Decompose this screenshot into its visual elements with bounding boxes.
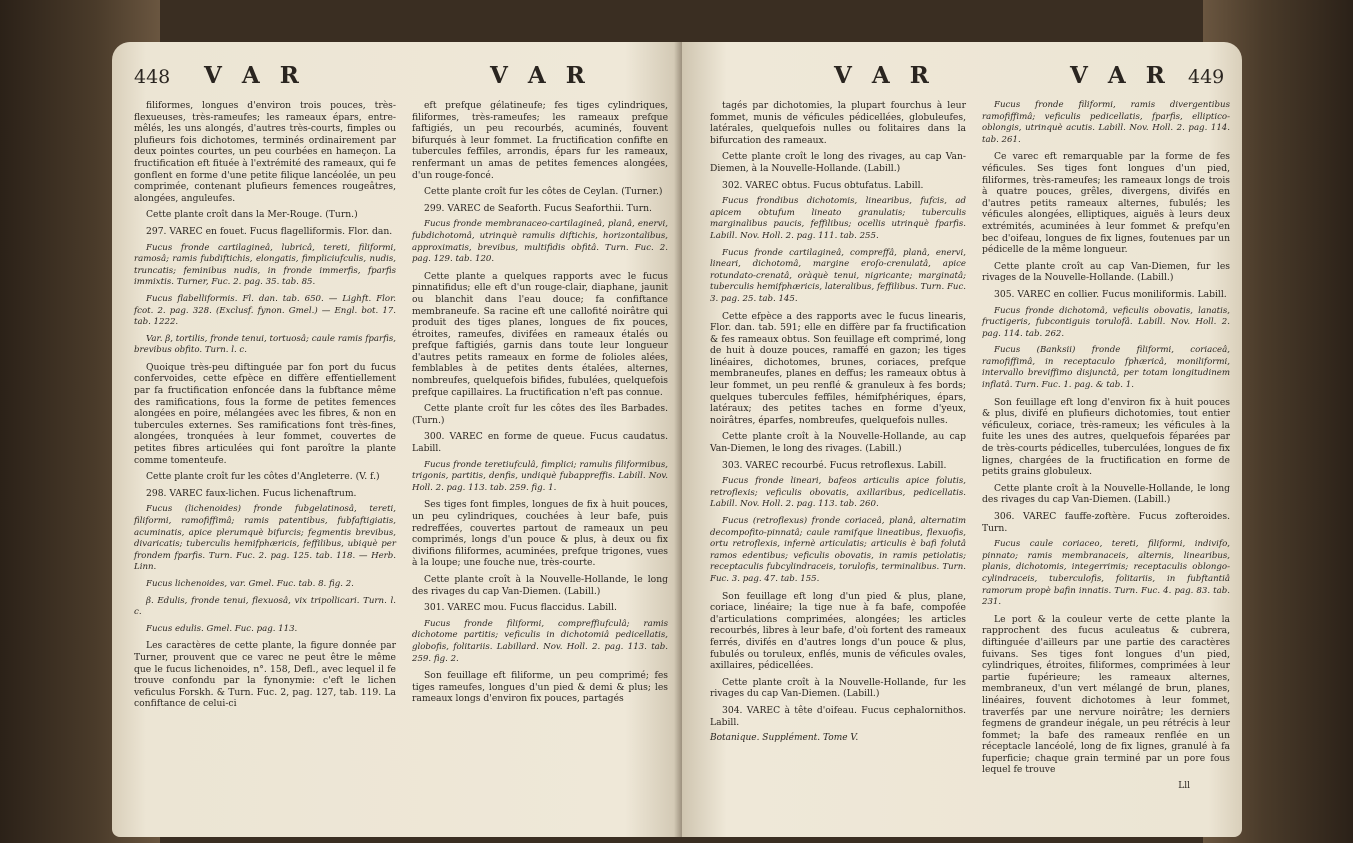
signature-mark: Lll [1178, 781, 1190, 792]
footer-signature: Botanique. Supplément. Tome V. [710, 733, 859, 744]
species-heading: 299. VAREC de Seaforth. Fucus Seaforthii. Turn. [424, 202, 652, 214]
synonym: Fucus lichenoides, var. Gmel. Fuc. tab. 8. fig. 2. [146, 578, 354, 589]
variety: β. Edulis, fronde tenui, flexuosâ, vix tripollicari. Turn. l. c. [134, 595, 396, 618]
paragraph: Cette plante croît fur les côtes de Ceylan. (Turner.) [424, 186, 663, 198]
latin-description: Fucus caule coriaceo, tereti, filiformi, indivifo, pinnato; ramis membranaceis, alternis, linearibus, planis, dichotomis, integerrimis; receptaculis oblongo-cylindraceis, tuberculofis, folitariis, in fubftantiâ ramorum propè bafin innatis. Turn. Fuc. 4. pag. 83. tab. 231. [982, 539, 1230, 608]
latin-description: Fucus fronde cartilagineâ, lubricâ, tereti, filiformi, ramosâ; ramis fubdiftichis, elongatis, fimpliciufculis, nudis, truncatis; feminibus nudis, in fronde immerfis, fparfis immixtis. Turner, Fuc. 2. pag. 35. tab. 85. [134, 242, 396, 288]
species-heading: 306. VAREC fauffe-zoftère. Fucus zofteroides. Turn. [982, 511, 1230, 534]
species-heading: 300. VAREC en forme de queue. Fucus caudatus. Labill. [412, 431, 668, 455]
paragraph: Ses tiges font fimples, longues de fix à huit pouces, un peu cylindriques, couchées à leur bafe, puis redreffées, couvertes partout de rameaux un peu comprimés, longs d'un pouce & plus, à deux ou fix divifions filiformes, acuminées, prefque trigones, vues à la loupe; une fouche nue, très-courte. [412, 499, 668, 569]
variety: Var. β, tortilis, fronde tenui, tortuosâ; caule ramis fparfis, brevibus obfito. Turn. l. c. [134, 333, 396, 356]
species-heading: 303. VAREC recourbé. Fucus retroflexus. Labill. [722, 459, 947, 471]
left-column-2 [412, 100, 668, 710]
paragraph: Cette plante croît fur les côtes d'Angleterre. (V. f.) [146, 471, 380, 483]
paragraph: Cette efpèce a des rapports avec le fucus linearis, Flor. dan. tab. 591; elle en diffère par fa fructification & fes rameaux obtus. Son feuillage eft comprimé, long de huit à douze pouces, ramaffé en gazon; les tiges linéaires, dichotomes, brunes, coriaces, prefque membraneufes, planes en deffus; les rameaux obtus à leur fommet, un peu renflé & granuleux à fes bords; quelques tubercules feffiles, hémifphériques, épars, latéraux; des petites taches en forme d'yeux, noirâtres, éparfes, nombreufes, quelquefois nulles. [710, 310, 966, 426]
latin-description: Fucus frondibus dichotomis, linearibus, fufcis, ad apicem obtufum lineato granulatis; tuberculis marginalibus paucis, feffilibus; ocellis utrinquè fparfis. Labill. Nov. Holl. 2. pag. 111. tab. 255. [710, 196, 966, 241]
running-header-2: V A R [490, 62, 591, 89]
latin-description: Fucus fronde filiformi, ramis divergentibus ramofiffimâ; veficulis pedicellatis, fparfis, elliptico-oblongis, utrinquè acutis. Labill. Nov. Holl. 2. pag. 114. tab. 261. [982, 100, 1230, 145]
species-heading: 302. VAREC obtus. Fucus obtufatus. Labill. [722, 179, 924, 191]
running-header: V A R [834, 62, 935, 89]
paragraph: Quoique très-peu diftinguée par fon port du fucus confervoides, cette efpèce en diffère effentiellement par fa fructification enfoncée dans la fubftance même des ramifications, fous la forme de petites femences alongées en poire, mélangées avec les fibres, & non en tubercules externes. Ses ramifications font très-fines, alongées, tronquées à leur fommet, couvertes de petites fibres articulées qui font paroître la plante comme tomenteufe. [134, 361, 396, 466]
page-number: 449 [1188, 66, 1225, 88]
running-header: V A R [204, 62, 305, 89]
paragraph: Cette plante croît le long des rivages, au cap Van-Diemen, à la Nouvelle-Hollande. (Labill.) [710, 151, 966, 174]
paragraph: Cette plante croît à la Nouvelle-Hollande, fur les rivages du cap Van-Diemen. (Labill.) [710, 676, 966, 700]
latin-description: Fucus fronde teretiufculâ, fimplici; ramulis filiformibus, trigonis, partitis, denfis, undiquè fubappreffis. Labill. Nov. Holl. 2. pag. 113. tab. 259. fig. 1. [412, 459, 668, 493]
right-page [682, 42, 1242, 837]
paragraph: Cette plante croît à la Nouvelle-Hollande, le long des rivages du cap Van-Diemen. (Labill.) [412, 573, 668, 597]
paragraph: Cette plante croît fur les côtes des îles Barbades. (Turn.) [412, 403, 668, 426]
paragraph: Cette plante croît à la Nouvelle-Hollande, au cap Van-Diemen, le long des rivages. (Labill.) [710, 431, 966, 455]
latin-description: Fucus fronde filiformi, compreffiufculâ; ramis dichotome partitis; veficulis in dichotomiâ pedicellatis, globofis, folitariis. Labillard. Nov. Holl. 2. pag. 113. tab. 259. fig. 2. [412, 618, 668, 664]
right-column-2 [982, 100, 1230, 793]
latin-description: Fucus (retroflexus) fronde coriaceâ, planâ, alternatim decompofito-pinnatâ; caule ramifque lineatibus, flexuofis, ortu retroflexis, infernè articulatis; articulis è bafi folutâ ramos edentibus; veficulis obovatis, in ramis petiolatis; receptaculis fubcylindraceis, torulofis, terminalibus. Turn. Fuc. 3. pag. 47. tab. 155. [710, 516, 966, 584]
latin-description: Fucus (Banksii) fronde filiformi, coriaceâ, ramofiffimâ, in receptaculo fphæricâ, moniliformi, intervallo breviffimo disjunctâ, per totam longitudinem inflatâ. Turn. Fuc. 1. pag. & tab. 1. [982, 345, 1230, 391]
latin-description: Fucus (lichenoides) fronde fubgelatinosâ, tereti, filiformi, ramofiffimâ; ramis patentibus, fubfaftigiatis, acuminatis, apice plerumquè bifurcis; fegmentis brevibus, divaricatis; tuberculis hemifphæricis, feffilibus, ubiquè per frondem fparfis. Turn. Fuc. 2. pag. 125. tab. 118. — Herb. Linn. [134, 504, 396, 573]
paragraph: Cette plante croît au cap Van-Diemen, fur les rivages de la Nouvelle-Hollande. (Labill.) [982, 260, 1230, 284]
synonym: Fucus flabelliformis. Fl. dan. tab. 650. — Lighft. Flor. fcot. 2. pag. 328. (Exclusf. fynon. Gmel.) — Engl. bot. 17. tab. 1222. [134, 293, 396, 328]
species-heading: 301. VAREC mou. Fucus flaccidus. Labill. [424, 602, 617, 614]
species-heading: 297. VAREC en fouet. Fucus flagelliformis. Flor. dan. [146, 225, 393, 237]
species-heading: 304. VAREC à tête d'oifeau. Fucus cephalornithos. Labill. [710, 704, 966, 728]
latin-description: Fucus fronde lineari, bafeos articulis apice folutis, retroflexis; veficulis obovatis, axillaribus, pedicellatis. Labill. Nov. Holl. 2. pag. 113. tab. 260. [710, 476, 966, 510]
paragraph: Son feuillage eft long d'environ fix à huit pouces & plus, divifé en plufieurs dichotomies, tout entier véficuleux, coriace, très-rameux; les véficules à la fuite les unes des autres, quelquefois féparées par de très-courts pédicelles, tuberculées, longues de fix lignes, chargées de la fructification en forme de petits grains globuleux. [982, 396, 1230, 478]
paragraph: Les caractères de cette plante, la figure donnée par Turner, prouvent que ce varec ne peut être le même que le fucus lichenoides, n°. 158, Defl., avec lequel il fe trouve confondu par la fynonymie: c'eft le lichen veficulus Forskh. & Turn. Fuc. 2, pag. 127, tab. 119. La confiftance de celui-ci [134, 640, 396, 710]
paragraph: Cette plante croît dans la Mer-Rouge. (Turn.) [146, 209, 358, 221]
synonym: Fucus edulis. Gmel. Fuc. pag. 113. [146, 623, 298, 634]
paragraph: eft prefque gélatineufe; fes tiges cylindriques, filiformes, très-rameufes; les rameaux prefque faftigiés, un peu recourbés, acuminés, fouvent bifurqués à leur fommet. La fructification confifte en tubercules feffiles, arrondis, épars fur les rameaux, renfermant un amas de petites femences alongées, d'un rouge-foncé. [412, 100, 668, 181]
species-heading: 298. VAREC faux-lichen. Fucus lichenaftrum. [146, 487, 357, 499]
left-page [112, 42, 682, 837]
paragraph: filiformes, longues d'environ trois pouces, très-flexueuses, très-rameufes; les rameaux épars, entre-mêlés, les uns alongés, d'autres très-courts, fimples ou plufieurs fois dichotomes, terminés ordinairement par deux pointes courtes, un peu courbées en hameçon. La fructification eft fituée à l'extrémité des rameaux, qui fe gonflent en forme d'une petite filique lancéolée, un peu comprimée, contenant plufieurs femences rougeâtres, alongées, anguleufes. [134, 100, 396, 204]
paragraph: Le port & la couleur verte de cette plante la rapprochent des fucus aculeatus & cubrera, diftinguée d'ailleurs par une partie des caractères fuivans. Ses tiges font longues d'un pied, cylindriques, étroites, filiformes, comprimées à leur partie fupérieure; les rameaux alternes, membraneux, d'un vert mélangé de brun, planes, linéaires, fouvent dichotomes à leur fommet, traverfés par une nervure noirâtre; les derniers fegmens de grandeur inégale, un peu rétrécis à leur fommet; la bafe des rameaux renflée en un réceptacle lancéolé, long de fix lignes, granulé à fa fuperficie; chaque grain terminé par un pore fous lequel fe trouve [982, 613, 1230, 776]
paragraph: Son feuillage eft long d'un pied & plus, plane, coriace, linéaire; la tige nue à fa bafe, compofée d'articulations comprimées, alongées; les articles recourbés, libres à leur bafe, d'où fortent des rameaux ferrés, divifés en d'autres longs d'un pouce & plus, fubulés ou toruleux, enflés, munis de véficules ovales, axillaires, pédicellées. [710, 590, 966, 672]
latin-description: Fucus fronde cartilagineâ, compreffâ, planâ, enervi, lineari, dichotomâ, margine eroſo-crenulatâ, apice rotundato-crenatâ, oràquè tenui, nigricante; marginatâ; tuberculis hemifphæricis, lateralibus, feffilibus. Turn. Fuc. 3. pag. 25. tab. 145. [710, 247, 966, 304]
latin-description: Fucus fronde membranaceo-cartilagineâ, planâ, enervi, fubdichotomâ, utrinquè ramulis diftichis, horizontalibus, approximatis, brevibus, multifidis obfitâ. Turn. Fuc. 2. pag. 129. tab. 120. [412, 219, 668, 265]
right-column-1 [710, 100, 966, 745]
paragraph: tagés par dichotomies, la plupart fourchus à leur fommet, munis de véficules pédicellées, globuleufes, latérales, quelquefois nulles ou folitaires dans la bifurcation des rameaux. [710, 100, 966, 146]
left-column-1 [134, 100, 396, 715]
paragraph: Cette plante a quelques rapports avec le fucus pinnatifidus; elle eft d'un rouge-clair, diaphane, jaunit ou blanchit dans l'eau douce; fa confiftance membraneufe. Sa racine eft une callofité noirâtre qui produit des tiges planes, longues de fix pouces, étroites, rameufes, divifées en rameaux étalés ou prefque faftigiés, garnis dans toute leur longueur d'autres petits rameaux en forme de folioles alées, femblables à de petites dents étalées, alternes, nombreufes, quelquefois bifides, fubulées, quelquefois prefque capillaires. La fructification n'eft pas connue. [412, 270, 668, 398]
species-heading: 305. VAREC en collier. Fucus moniliformis. Labill. [994, 288, 1227, 300]
paragraph: Ce varec eft remarquable par la forme de fes véficules. Ses tiges font longues d'un pied, filiformes, très-rameufes; les rameaux longs de trois à quatre pouces, grêles, divergens, divifés en d'autres petits rameaux alternes, fubulés; les véficules alongées, elliptiques, aiguës à leurs deux extrémités, acuminées à leur fommet & prefqu'en bec d'oifeau, longues de fix lignes, foutenues par un pédicelle de la même longueur. [982, 151, 1230, 256]
paragraph: Son feuillage eft filiforme, un peu comprimé; fes tiges rameufes, longues d'un pied & demi & plus; les rameaux longs d'environ fix pouces, partagés [412, 670, 668, 705]
paragraph: Cette plante croît à la Nouvelle-Hollande, le long des rivages du cap Van-Diemen. (Labill.) [982, 482, 1230, 506]
page-number: 448 [134, 66, 171, 88]
latin-description: Fucus fronde dichotomâ, veficulis obovatis, lanatis, fructigeris, fubcontiguis torulofâ. Labill. Nov. Holl. 2. pag. 114. tab. 262. [982, 305, 1230, 339]
running-header-2: V A R [1070, 62, 1171, 89]
